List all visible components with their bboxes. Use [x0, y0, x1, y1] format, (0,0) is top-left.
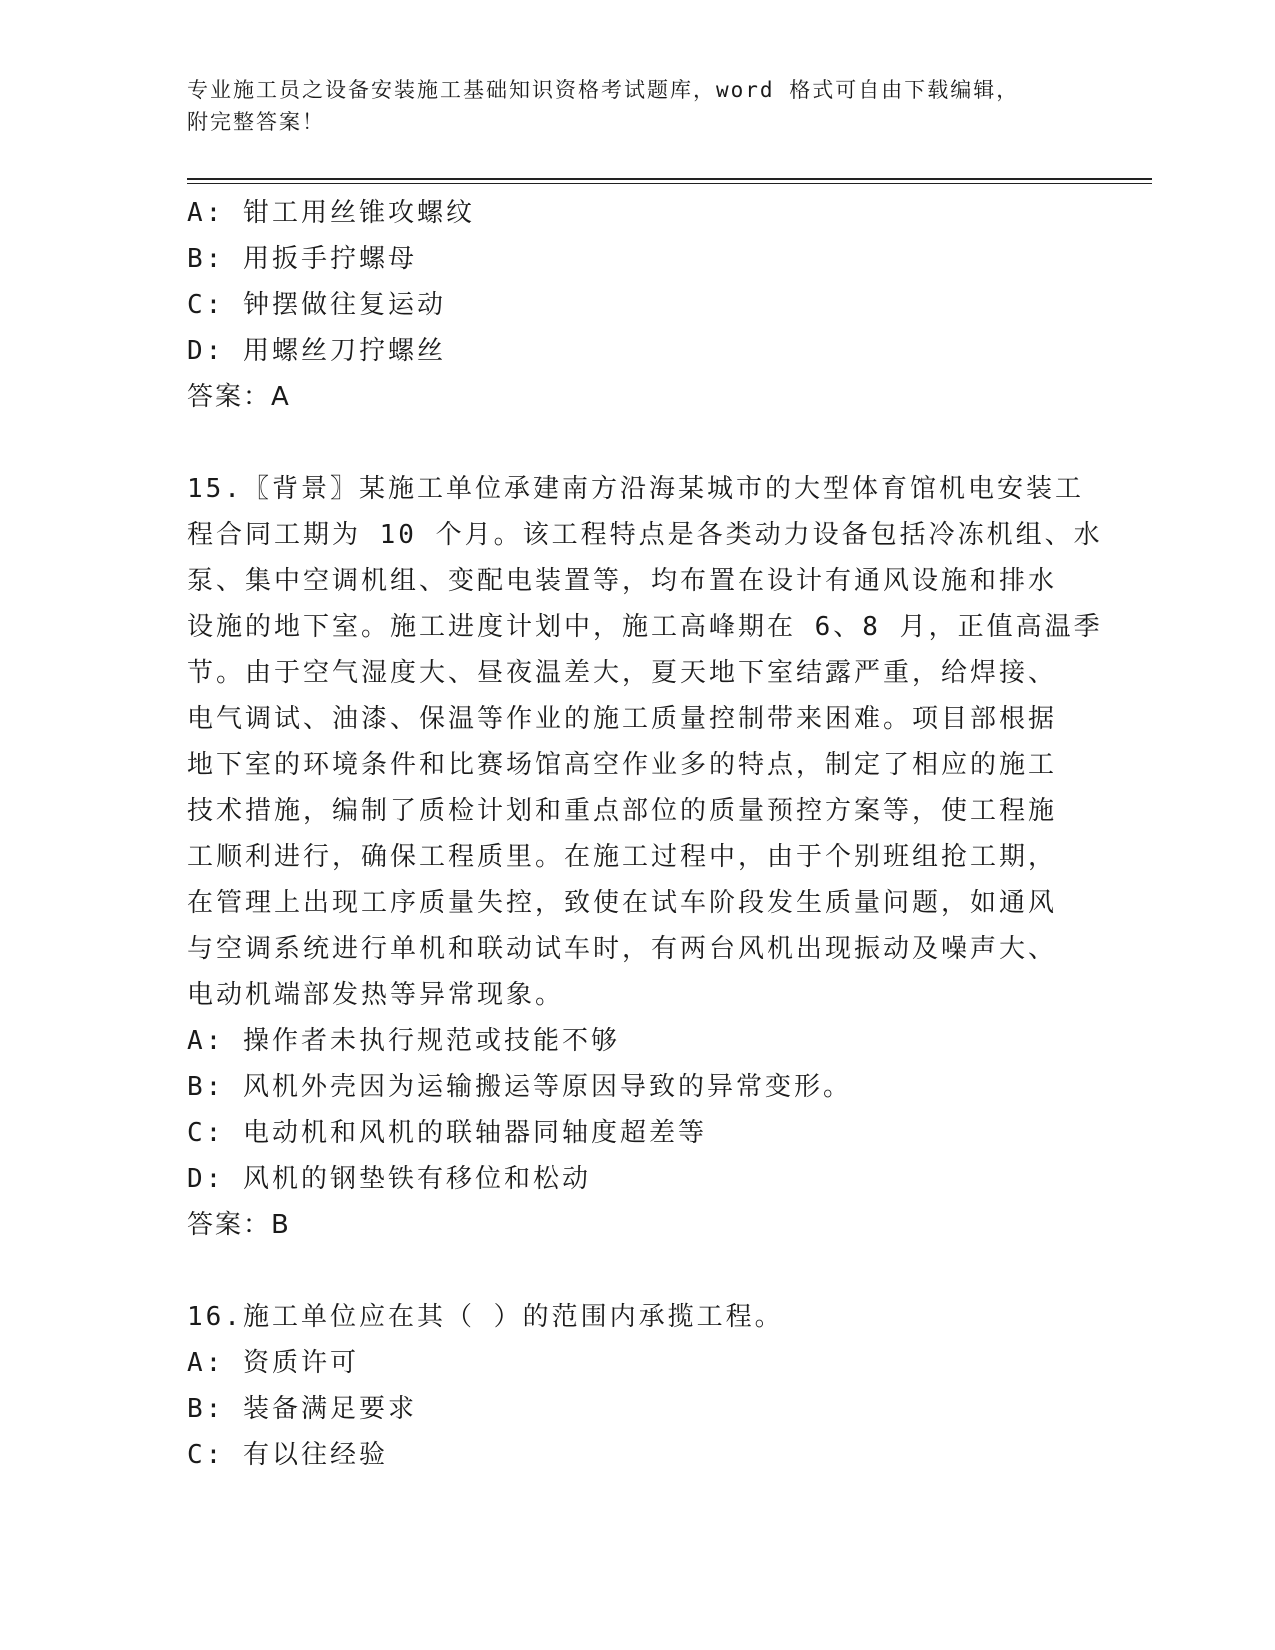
- stem-line: 节。由于空气湿度大、昼夜温差大，夏天地下室结露严重，给焊接、: [187, 658, 1058, 688]
- header-divider-thin: [187, 183, 1152, 184]
- stem-line: 电动机端部发热等异常现象。: [187, 980, 565, 1010]
- question-14-block: [187, 190, 1077, 420]
- question-content: [187, 190, 1103, 1478]
- option-a: A: 资质许可: [187, 1348, 359, 1378]
- header-line-2: 附完整答案！: [187, 110, 325, 134]
- header-line-1: 专业施工员之设备安装施工基础知识资格考试题库，word 格式可自由下载编辑，: [187, 78, 1020, 102]
- spacer: [187, 1248, 1077, 1294]
- option-b: B: 风机外壳因为运输搬运等原因导致的异常变形。: [187, 1072, 852, 1102]
- option-c: C: 电动机和风机的联轴器同轴度超差等: [187, 1118, 707, 1148]
- stem-line: 泵、集中空调机组、变配电装置等，均布置在设计有通风设施和排水: [187, 566, 1058, 596]
- document-header: [187, 74, 1087, 138]
- option-c: C: 钟摆做往复运动: [187, 290, 446, 320]
- option-b: B: 装备满足要求: [187, 1394, 417, 1424]
- stem-line: 在管理上出现工序质量失控，致使在试车阶段发生质量问题，如通风: [187, 888, 1058, 918]
- question-16-stem: 16.施工单位应在其（ ）的范围内承揽工程。: [187, 1302, 784, 1332]
- header-divider-thick: [187, 178, 1152, 180]
- stem-line: 工顺利进行，确保工程质里。在施工过程中，由于个别班组抢工期，: [187, 842, 1058, 872]
- option-b: B: 用扳手拧螺母: [187, 244, 417, 274]
- answer-line: 答案：A: [187, 382, 291, 412]
- option-d: D: 用螺丝刀拧螺丝: [187, 336, 446, 366]
- stem-line: 地下室的环境条件和比赛场馆高空作业多的特点，制定了相应的施工: [187, 750, 1058, 780]
- option-a: A: 操作者未执行规范或技能不够: [187, 1026, 620, 1056]
- spacer: [187, 420, 1077, 466]
- question-15-block: [187, 466, 1103, 1248]
- question-16-block: [187, 1294, 1077, 1478]
- stem-line: 15.〖背景〗某施工单位承建南方沿海某城市的大型体育馆机电安装工: [187, 474, 1084, 504]
- stem-line: 技术措施，编制了质检计划和重点部位的质量预控方案等，使工程施: [187, 796, 1058, 826]
- option-a: A: 钳工用丝锥攻螺纹: [187, 198, 475, 228]
- stem-line: 与空调系统进行单机和联动试车时，有两台风机出现振动及噪声大、: [187, 934, 1058, 964]
- option-c: C: 有以往经验: [187, 1440, 388, 1470]
- stem-line: 设施的地下室。施工进度计划中，施工高峰期在 6、8 月，正值高温季: [187, 612, 1103, 642]
- answer-line: 答案：B: [187, 1210, 291, 1240]
- stem-line: 电气调试、油漆、保温等作业的施工质量控制带来困难。项目部根据: [187, 704, 1058, 734]
- option-d: D: 风机的钢垫铁有移位和松动: [187, 1164, 591, 1194]
- stem-line: 程合同工期为 10 个月。该工程特点是各类动力设备包括冷冻机组、水: [187, 520, 1103, 550]
- question-15-stem: [187, 466, 1103, 1018]
